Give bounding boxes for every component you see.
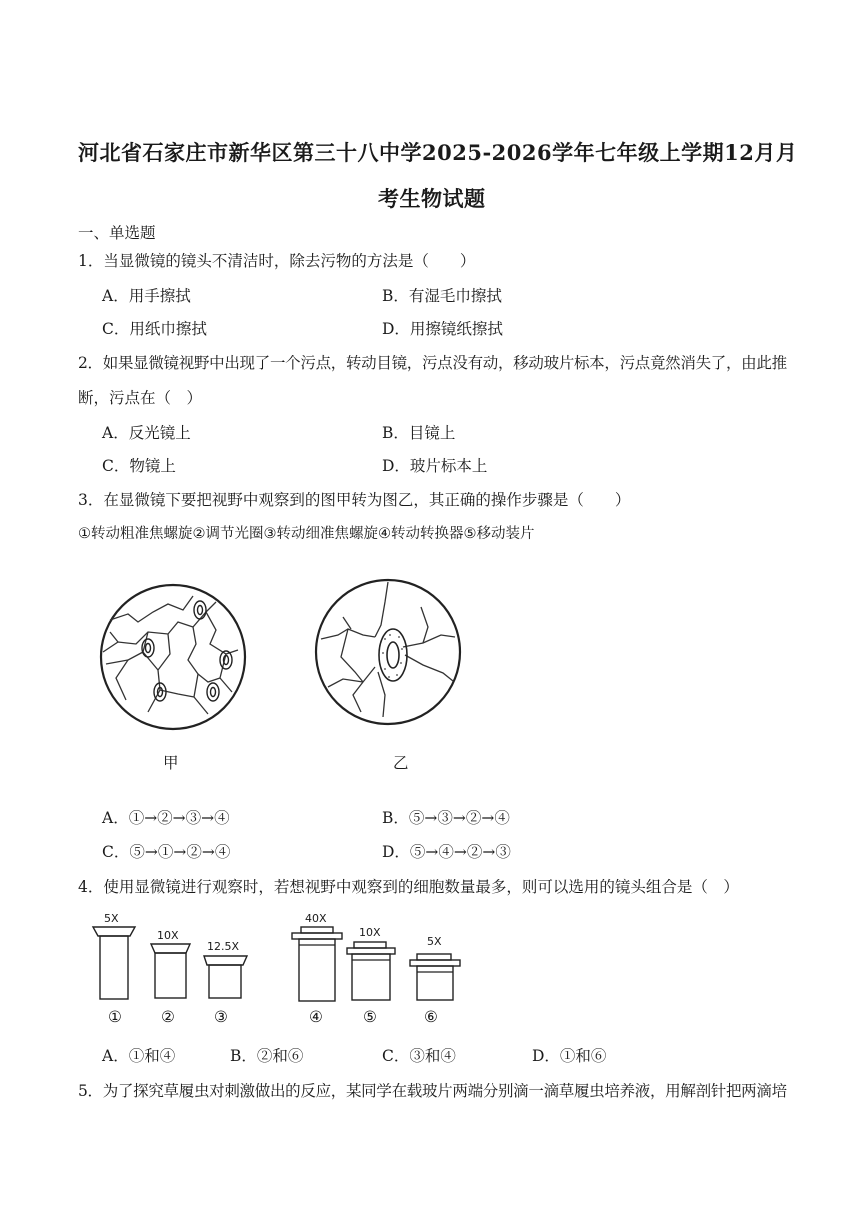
lens-4-icon bbox=[291, 926, 346, 1004]
q3-option-c[interactable]: C．⑤→①→②→④ bbox=[102, 843, 231, 861]
q5-stem: 5．为了探究草履虫对刺激做出的反应，某同学在载玻片两端分别滴一滴草履虫培养液，用解剖针把两滴培 bbox=[78, 1082, 787, 1100]
q3-option-b[interactable]: B．⑤→③→②→④ bbox=[382, 809, 510, 827]
q2-stem-line1: 2．如果显微镜视野中出现了一个污点，转动目镜，污点没有动，移动玻片标本，污点竟然消失了，由此推 bbox=[78, 354, 787, 372]
q4-option-c[interactable]: C．③和④ bbox=[382, 1047, 456, 1065]
microscope-view-yi bbox=[313, 577, 463, 727]
lens-1-mag: 5X bbox=[104, 912, 119, 925]
lens-4-mag: 40X bbox=[305, 912, 327, 925]
microscope-view-jia bbox=[98, 582, 248, 732]
lens-5-mag: 10X bbox=[359, 926, 381, 939]
lens-6-number: ⑥ bbox=[424, 1008, 438, 1026]
lens-2-icon bbox=[150, 943, 195, 1003]
q2-option-d[interactable]: D．玻片标本上 bbox=[382, 457, 488, 475]
q2-option-b[interactable]: B．目镜上 bbox=[382, 424, 456, 442]
q1-option-a[interactable]: A．用手擦拭 bbox=[102, 287, 191, 305]
lens-3-icon bbox=[203, 955, 248, 1003]
lens-3-number: ③ bbox=[214, 1008, 228, 1026]
page-title-line1: 河北省石家庄市新华区第三十八中学2025-2026学年七年级上学期12月月 bbox=[78, 140, 798, 165]
q3-option-a[interactable]: A．①→②→③→④ bbox=[102, 809, 230, 827]
q2-option-a[interactable]: A．反光镜上 bbox=[102, 424, 191, 442]
section-heading: 一、单选题 bbox=[78, 224, 156, 242]
figure-label-yi: 乙 bbox=[393, 754, 409, 772]
lens-6-icon bbox=[409, 953, 464, 1003]
figure-label-jia: 甲 bbox=[163, 754, 179, 772]
q4-option-a[interactable]: A．①和④ bbox=[102, 1047, 176, 1065]
lens-5-number: ⑤ bbox=[363, 1008, 377, 1026]
q3-option-d[interactable]: D．⑤→④→②→③ bbox=[382, 843, 511, 861]
q4-option-d[interactable]: D．①和⑥ bbox=[532, 1047, 607, 1065]
lens-4-number: ④ bbox=[309, 1008, 323, 1026]
q2-stem-line2: 断，污点在（ ） bbox=[78, 389, 203, 407]
q3-steps: ①转动粗准焦螺旋②调节光圈③转动细准焦螺旋④转动转换器⑤移动装片 bbox=[78, 526, 535, 542]
page-title-line2: 考生物试题 bbox=[378, 186, 486, 211]
q1-option-b[interactable]: B．有湿毛巾擦拭 bbox=[382, 287, 502, 305]
lens-2-mag: 10X bbox=[157, 929, 179, 942]
q1-option-d[interactable]: D．用擦镜纸擦拭 bbox=[382, 320, 503, 338]
lens-6-mag: 5X bbox=[427, 935, 442, 948]
lens-5-icon bbox=[346, 941, 401, 1003]
lens-3-mag: 12.5X bbox=[207, 940, 240, 953]
q4-stem: 4．使用显微镜进行观察时，若想视野中观察到的细胞数量最多，则可以选用的镜头组合是（ ） bbox=[78, 878, 739, 896]
q1-option-c[interactable]: C．用纸巾擦拭 bbox=[102, 320, 207, 338]
lens-1-number: ① bbox=[108, 1008, 122, 1026]
q2-option-c[interactable]: C．物镜上 bbox=[102, 457, 176, 475]
q3-stem: 3．在显微镜下要把视野中观察到的图甲转为图乙，其正确的操作步骤是（ ） bbox=[78, 491, 631, 509]
q4-option-b[interactable]: B．②和⑥ bbox=[230, 1047, 304, 1065]
q1-stem: 1．当显微镜的镜头不清洁时，除去污物的方法是（ ） bbox=[78, 252, 476, 270]
lens-1-icon bbox=[90, 926, 140, 1006]
lens-2-number: ② bbox=[161, 1008, 175, 1026]
